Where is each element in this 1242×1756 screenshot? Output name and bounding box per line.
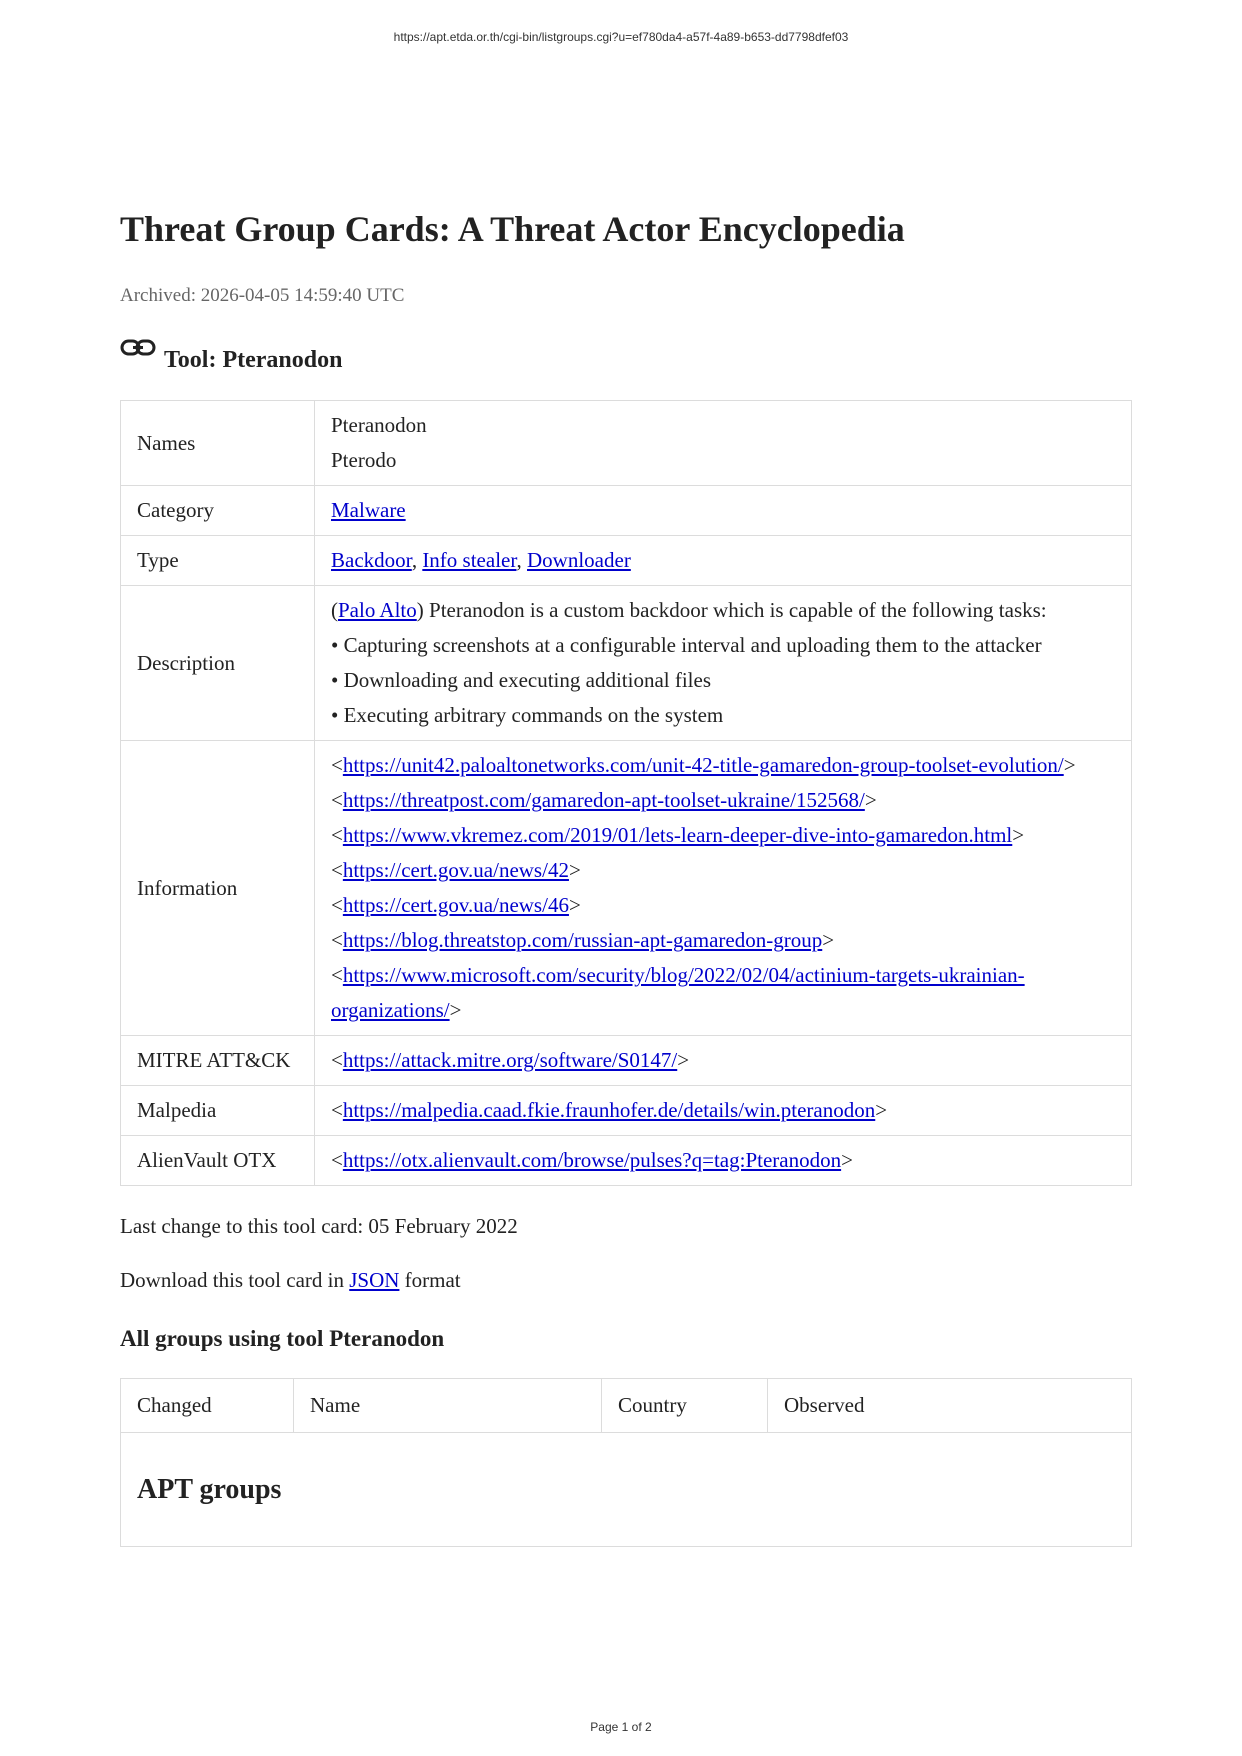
page-title: Threat Group Cards: A Threat Actor Encyclopedia — [120, 209, 905, 249]
type-link-downloader[interactable]: Downloader — [527, 548, 631, 573]
bracket-close: > — [568, 858, 581, 883]
description-value — [315, 586, 1132, 741]
name-item: Pteranodon — [331, 413, 427, 438]
mitre-link[interactable]: https://attack.mitre.org/software/S0147/ — [342, 1048, 678, 1073]
groups-table — [120, 1378, 1132, 1547]
bracket-close: > — [841, 1148, 853, 1173]
description-item: • Downloading and executing additional files — [331, 668, 712, 693]
tool-heading — [120, 337, 1132, 374]
bracket-open: < — [331, 753, 343, 778]
json-download-link[interactable]: JSON — [349, 1268, 400, 1293]
otx-item — [331, 1143, 1115, 1178]
information-item — [331, 853, 1115, 888]
bracket-open: < — [331, 858, 343, 883]
column-header-observed: Observed — [768, 1379, 1132, 1433]
information-item — [331, 748, 1115, 783]
download-suffix: format — [399, 1268, 461, 1293]
category-row — [121, 486, 1132, 536]
download-line — [120, 1264, 1132, 1296]
malpedia-value — [315, 1086, 1132, 1136]
description-label: Description — [121, 586, 315, 741]
bracket-close: > — [875, 1098, 888, 1123]
otx-value — [315, 1136, 1132, 1186]
otx-row — [121, 1136, 1132, 1186]
names-label: Names — [121, 401, 315, 486]
information-row — [121, 741, 1132, 1036]
information-label: Information — [121, 741, 315, 1036]
type-label: Type — [121, 536, 315, 586]
information-link[interactable]: https://www.vkremez.com/2019/01/lets-learn-deeper-dive-into-gamaredon.html — [342, 823, 1013, 848]
bracket-close: > — [568, 893, 581, 918]
information-link[interactable]: https://threatpost.com/gamaredon-apt-toolset-ukraine/152568/ — [342, 788, 865, 813]
bracket-close: > — [822, 928, 835, 953]
type-row — [121, 536, 1132, 586]
information-item — [331, 958, 1115, 1028]
type-separator: , — [411, 548, 423, 573]
link-icon — [120, 337, 164, 374]
description-intro: ) Pteranodon is a custom backdoor which is capable of the following tasks: — [416, 598, 1047, 623]
bracket-close: > — [1012, 823, 1025, 848]
last-change: Last change to this tool card: 05 February 2022 — [120, 1214, 518, 1239]
malpedia-label: Malpedia — [121, 1086, 315, 1136]
otx-link[interactable]: https://otx.alienvault.com/browse/pulses?q=tag:Pteranodon — [342, 1148, 842, 1173]
bracket-open: < — [331, 1148, 343, 1173]
bracket-open: < — [331, 823, 343, 848]
information-value — [315, 741, 1132, 1036]
description-row — [121, 586, 1132, 741]
bracket-open: < — [331, 788, 343, 813]
malpedia-item — [331, 1093, 1115, 1128]
bracket-close: > — [1063, 753, 1076, 778]
bracket-close: > — [864, 788, 877, 813]
bracket-open: < — [331, 963, 343, 988]
tool-card-table — [120, 400, 1132, 1186]
information-item — [331, 783, 1115, 818]
bracket-open: < — [331, 928, 343, 953]
page-number: Page 1 of 2 — [590, 1720, 652, 1734]
information-link[interactable]: https://www.microsoft.com/security/blog/2022/02/04/actinium-targets-ukrainian-organizations/ — [331, 963, 1025, 1023]
archived-date: Archived: 2026-04-05 14:59:40 UTC — [120, 285, 405, 307]
bracket-open: < — [331, 1098, 343, 1123]
link-icon-svg — [120, 337, 156, 363]
type-link-info-stealer[interactable]: Info stealer — [422, 548, 517, 573]
category-value — [315, 486, 1132, 536]
malpedia-row — [121, 1086, 1132, 1136]
mitre-item — [331, 1043, 1115, 1078]
information-item — [331, 888, 1115, 923]
description-item: • Executing arbitrary commands on the system — [331, 703, 724, 728]
groups-section-row — [121, 1433, 1132, 1547]
name-item: Pterodo — [331, 448, 397, 473]
page-url: https://apt.etda.or.th/cgi-bin/listgroups.cgi?u=ef780da4-a57f-4a89-b653-dd7798dfef03 — [393, 30, 849, 44]
mitre-value — [315, 1036, 1132, 1086]
category-link[interactable]: Malware — [331, 498, 406, 523]
information-link[interactable]: https://cert.gov.ua/news/42 — [342, 858, 569, 883]
malpedia-link[interactable]: https://malpedia.caad.fkie.fraunhofer.de/details/win.pteranodon — [342, 1098, 876, 1123]
description-paren: ( — [331, 598, 338, 623]
type-separator: , — [516, 548, 528, 573]
names-value — [315, 401, 1132, 486]
names-row — [121, 401, 1132, 486]
information-item — [331, 818, 1115, 853]
section-apt-groups: APT groups — [121, 1433, 1132, 1547]
bracket-open: < — [331, 1048, 343, 1073]
information-item — [331, 923, 1115, 958]
column-header-changed: Changed — [121, 1379, 294, 1433]
column-header-name: Name — [294, 1379, 602, 1433]
groups-heading: All groups using tool Pteranodon — [120, 1326, 445, 1352]
bracket-open: < — [331, 893, 343, 918]
description-source-link[interactable]: Palo Alto — [338, 598, 417, 623]
bracket-close: > — [677, 1048, 690, 1073]
groups-header-row — [121, 1379, 1132, 1433]
mitre-row — [121, 1036, 1132, 1086]
tool-heading-text: Tool: Pteranodon — [164, 347, 343, 374]
column-header-country: Country — [602, 1379, 768, 1433]
information-link[interactable]: https://unit42.paloaltonetworks.com/unit-42-title-gamaredon-group-toolset-evolution/ — [342, 753, 1064, 778]
description-intro-line — [331, 593, 1115, 628]
download-prefix: Download this tool card in — [120, 1268, 350, 1293]
bracket-close: > — [449, 998, 462, 1023]
type-value — [315, 536, 1132, 586]
main-content — [120, 208, 1132, 1547]
category-label: Category — [121, 486, 315, 536]
information-link[interactable]: https://cert.gov.ua/news/46 — [342, 893, 569, 918]
type-link-backdoor[interactable]: Backdoor — [331, 548, 412, 573]
otx-label: AlienVault OTX — [121, 1136, 315, 1186]
description-item: • Capturing screenshots at a configurable interval and uploading them to the attacker — [331, 633, 1042, 658]
information-link[interactable]: https://blog.threatstop.com/russian-apt-gamaredon-group — [342, 928, 823, 953]
mitre-label: MITRE ATT&CK — [121, 1036, 315, 1086]
